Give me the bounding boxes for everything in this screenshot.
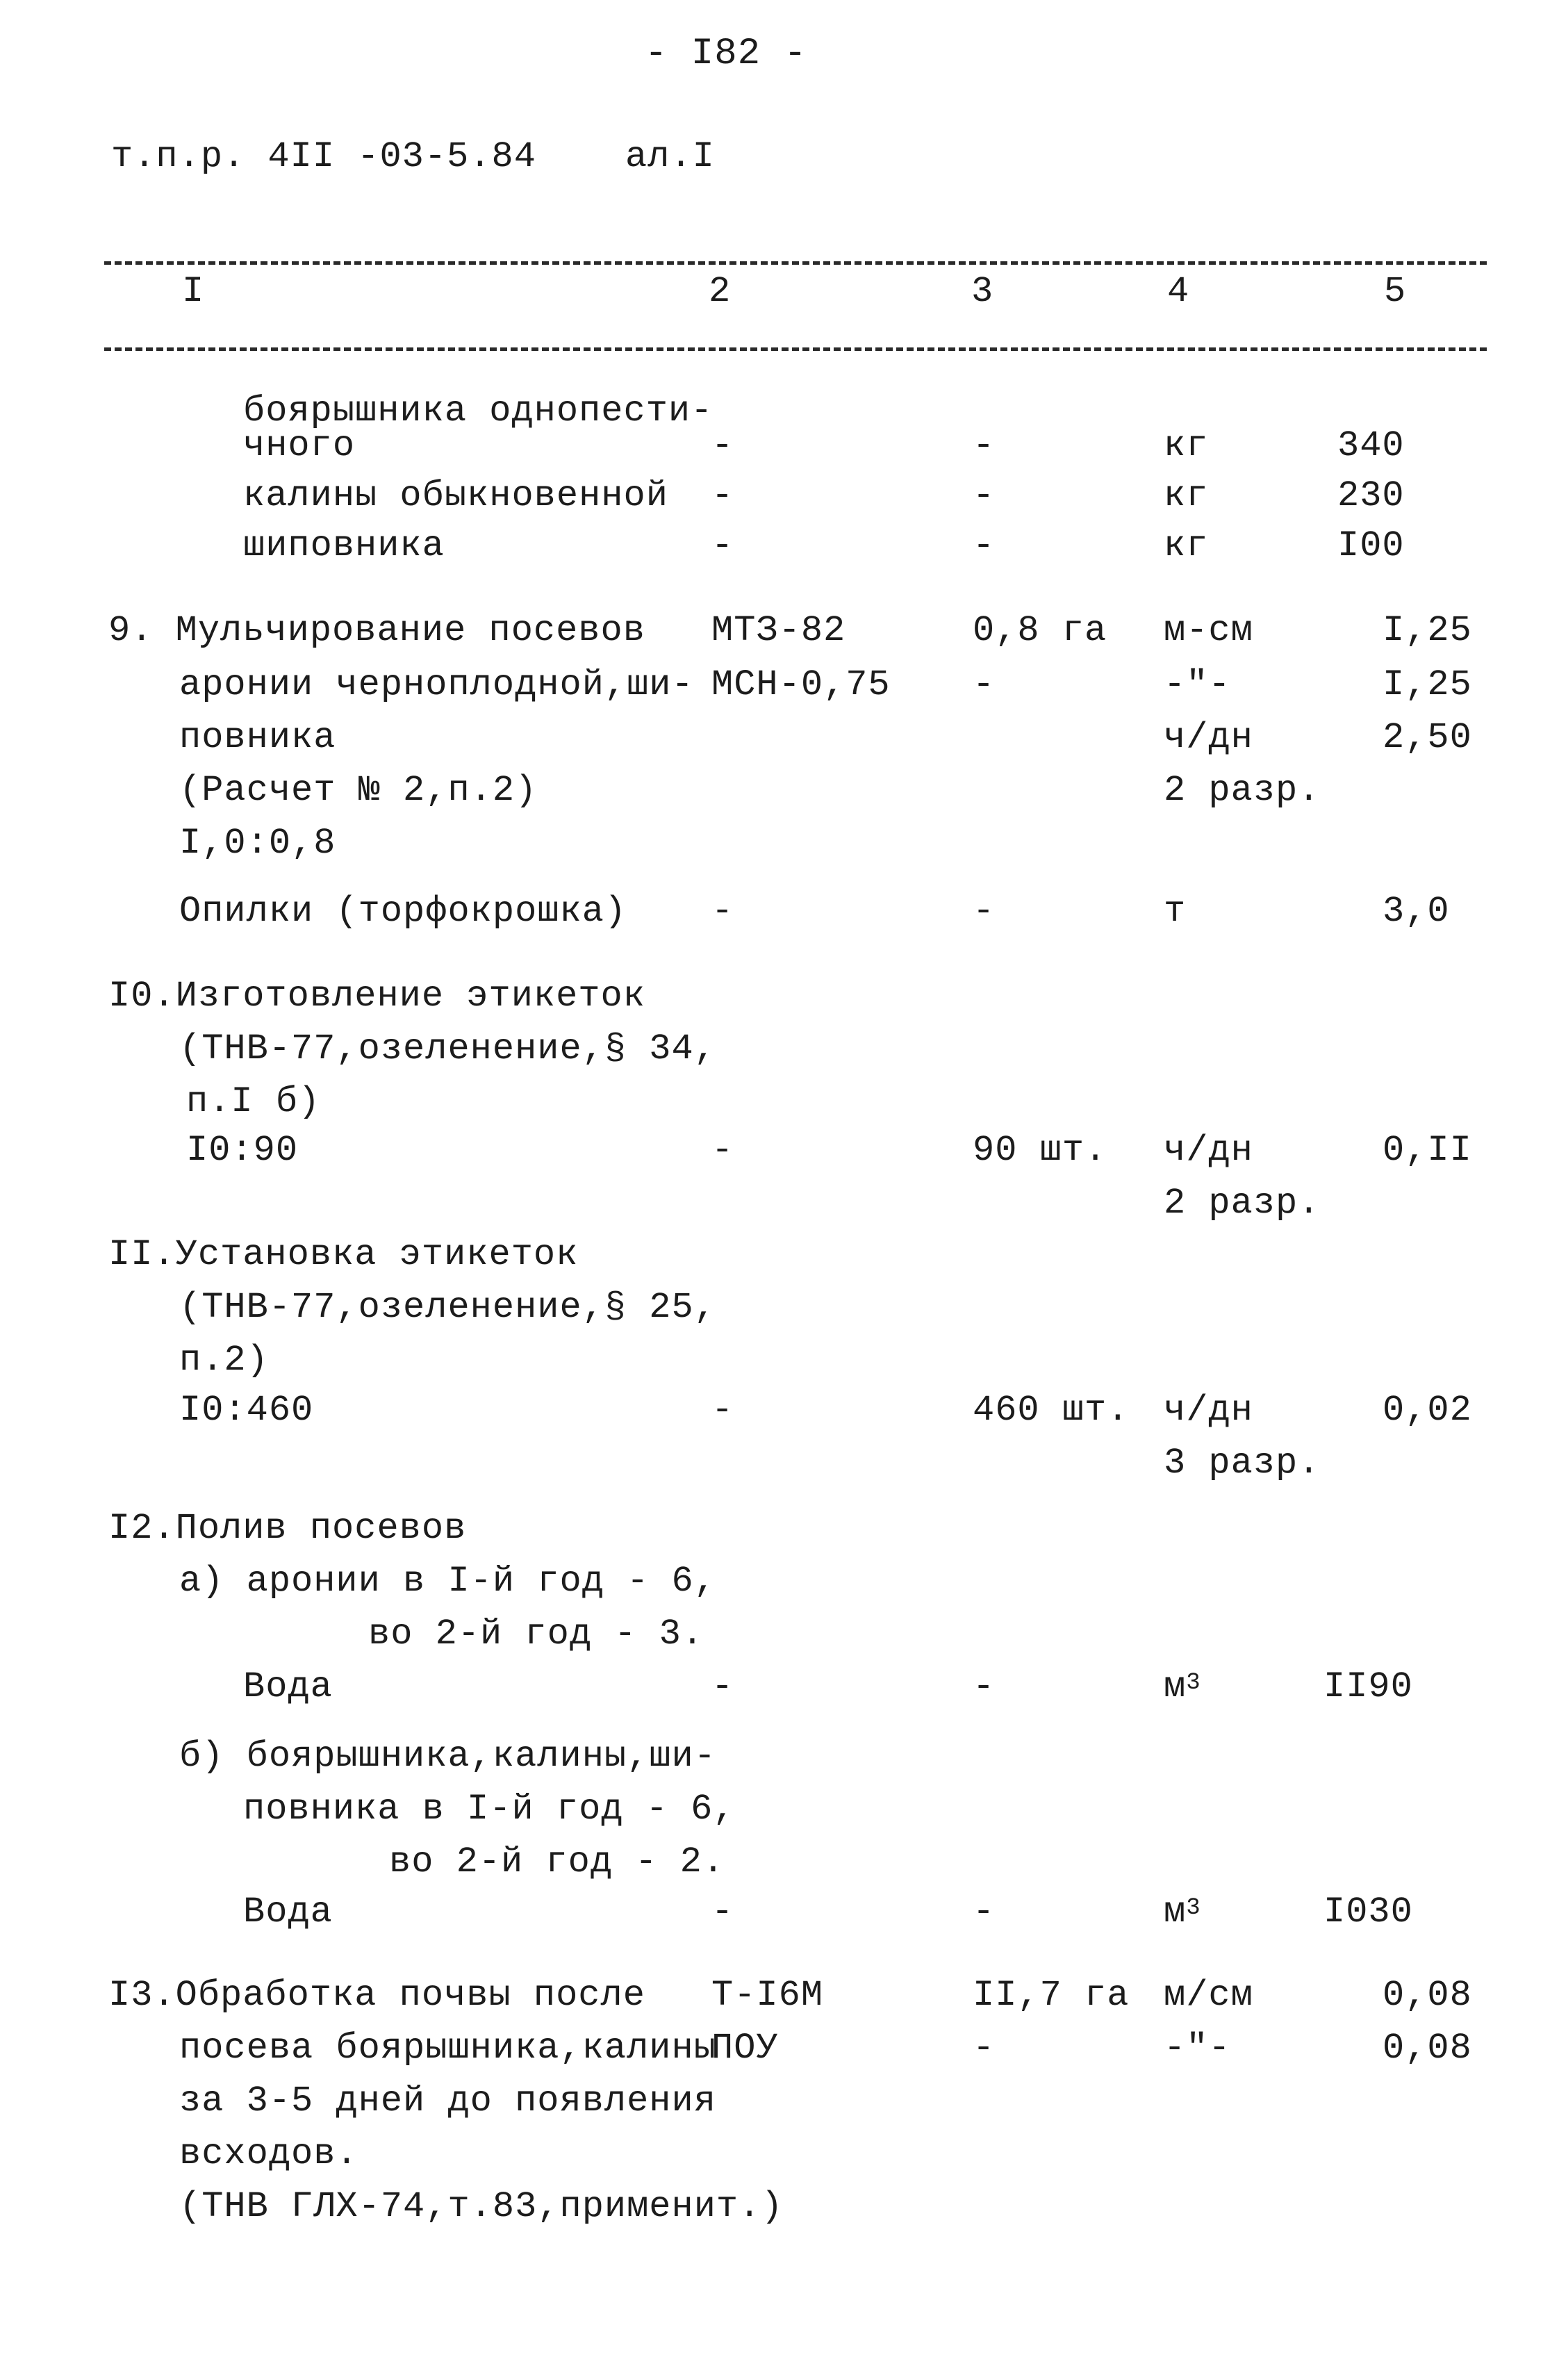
table-cell: аронии черноплодной,ши- bbox=[179, 664, 694, 705]
column-header-1: I bbox=[182, 271, 205, 312]
table-cell: Вода bbox=[243, 1891, 333, 1932]
table-cell: (Расчет № 2,п.2) bbox=[179, 770, 538, 811]
table-cell: II90 bbox=[1323, 1666, 1413, 1707]
table-cell: 340 bbox=[1337, 425, 1405, 466]
table-cell: I3.Обработка почвы после bbox=[108, 1975, 645, 2016]
table-cell: - bbox=[973, 664, 996, 705]
table-cell: за 3-5 дней до появления bbox=[179, 2081, 716, 2122]
table-cell: 0,02 bbox=[1383, 1390, 1472, 1431]
table-cell: 0,8 га bbox=[973, 610, 1107, 651]
table-cell: 0,08 bbox=[1383, 2028, 1472, 2069]
table-cell: - bbox=[711, 1891, 734, 1932]
table-cell: 2 разр. bbox=[1164, 1183, 1321, 1224]
table-cell: посева боярышника,калины bbox=[179, 2028, 716, 2069]
column-header-3: 3 bbox=[971, 271, 994, 312]
table-cell: I,25 bbox=[1383, 610, 1472, 651]
table-cell: I,0:0,8 bbox=[179, 823, 336, 864]
table-cell: шиповника bbox=[243, 525, 445, 566]
table-cell: б) боярышника,калины,ши- bbox=[179, 1736, 716, 1777]
table-cell: - bbox=[711, 525, 734, 566]
table-cell: всходов. bbox=[179, 2133, 358, 2174]
table-cell: - bbox=[973, 891, 996, 932]
table-cell bbox=[1164, 1891, 1201, 1933]
table-cell: калины обыкновенной bbox=[243, 475, 668, 516]
table-cell: -"- bbox=[1164, 664, 1231, 705]
table-cell: - bbox=[711, 425, 734, 466]
table-cell: Вода bbox=[243, 1666, 333, 1707]
table-cell: (ТНВ-77,озеленение,§ 25, bbox=[179, 1287, 716, 1328]
table-cell: 3 разр. bbox=[1164, 1443, 1321, 1484]
document-reference: т.п.р. 4II -03-5.84 bbox=[111, 136, 536, 177]
table-cell: 90 шт. bbox=[973, 1130, 1107, 1171]
table-cell: боярышника однопести- bbox=[243, 391, 713, 432]
table-cell: I2.Полив посевов bbox=[108, 1508, 467, 1549]
table-cell: ч/дн bbox=[1164, 717, 1253, 758]
table-cell: (ТНВ ГЛХ-74,т.83,применит.) bbox=[179, 2186, 784, 2227]
table-cell: (ТНВ-77,озеленение,§ 34, bbox=[179, 1028, 716, 1069]
table-cell: 0,II bbox=[1383, 1130, 1472, 1171]
table-cell: повника в I-й год - 6, bbox=[243, 1789, 736, 1830]
table-cell: м/см bbox=[1164, 1975, 1253, 2016]
table-cell: - bbox=[711, 891, 734, 932]
table-cell: - bbox=[973, 1666, 996, 1707]
table-cell bbox=[1164, 1666, 1201, 1708]
table-cell: I0:460 bbox=[179, 1390, 314, 1431]
table-cell: Опилки (торфокрошка) bbox=[179, 891, 627, 932]
unit-text: м bbox=[1164, 1891, 1187, 1932]
table-cell: а) аронии в I-й год - 6, bbox=[179, 1561, 716, 1602]
table-cell: I,25 bbox=[1383, 664, 1472, 705]
table-cell: II.Установка этикеток bbox=[108, 1234, 579, 1275]
table-cell: кг bbox=[1164, 475, 1209, 516]
table-cell: - bbox=[711, 475, 734, 516]
table-cell: во 2-й год - 2. bbox=[389, 1841, 725, 1882]
table-cell: ПОУ bbox=[711, 2028, 779, 2069]
table-cell: чного bbox=[243, 425, 356, 466]
table-cell: п.I б) bbox=[186, 1081, 321, 1122]
table-cell: 0,08 bbox=[1383, 1975, 1472, 2016]
table-cell: повника bbox=[179, 717, 336, 758]
table-cell: - bbox=[973, 525, 996, 566]
page-number: - I82 - bbox=[645, 33, 807, 75]
table-cell: - bbox=[973, 1891, 996, 1932]
table-cell: Т-I6М bbox=[711, 1975, 824, 2016]
table-cell: - bbox=[711, 1666, 734, 1707]
table-cell: -"- bbox=[1164, 2028, 1231, 2069]
table-cell: во 2-й год - 3. bbox=[368, 1614, 704, 1655]
table-cell: п.2) bbox=[179, 1340, 269, 1381]
table-cell: 2 разр. bbox=[1164, 770, 1321, 811]
table-cell: МСН-0,75 bbox=[711, 664, 891, 705]
table-cell: 230 bbox=[1337, 475, 1405, 516]
table-cell: МТЗ-82 bbox=[711, 610, 846, 651]
table-cell: 460 шт. bbox=[973, 1390, 1130, 1431]
table-cell: - bbox=[711, 1130, 734, 1171]
unit-superscript: 3 bbox=[1186, 1895, 1201, 1921]
table-cell: ч/дн bbox=[1164, 1130, 1253, 1171]
table-cell: I030 bbox=[1323, 1891, 1413, 1932]
table-cell: кг bbox=[1164, 525, 1209, 566]
table-cell: кг bbox=[1164, 425, 1209, 466]
unit-superscript: 3 bbox=[1186, 1670, 1201, 1696]
table-cell: - bbox=[711, 1390, 734, 1431]
album-label: ал.I bbox=[625, 136, 715, 177]
table-cell: 2,50 bbox=[1383, 717, 1472, 758]
table-cell: - bbox=[973, 2028, 996, 2069]
table-cell: т bbox=[1164, 891, 1187, 932]
table-top-rule bbox=[104, 261, 1487, 265]
table-cell: - bbox=[973, 475, 996, 516]
table-cell: I0.Изготовление этикеток bbox=[108, 976, 645, 1017]
header-bottom-rule bbox=[104, 347, 1487, 351]
table-cell: II,7 га bbox=[973, 1975, 1130, 2016]
table-cell: 3,0 bbox=[1383, 891, 1450, 932]
column-header-2: 2 bbox=[709, 271, 732, 312]
table-cell: 9. Мульчирование посевов bbox=[108, 610, 645, 651]
table-cell: - bbox=[973, 425, 996, 466]
unit-text: м bbox=[1164, 1666, 1187, 1707]
table-cell: I00 bbox=[1337, 525, 1405, 566]
table-cell: ч/дн bbox=[1164, 1390, 1253, 1431]
table-cell: м-см bbox=[1164, 610, 1253, 651]
column-header-4: 4 bbox=[1167, 271, 1190, 312]
table-cell: I0:90 bbox=[186, 1130, 299, 1171]
column-header-5: 5 bbox=[1384, 271, 1407, 312]
